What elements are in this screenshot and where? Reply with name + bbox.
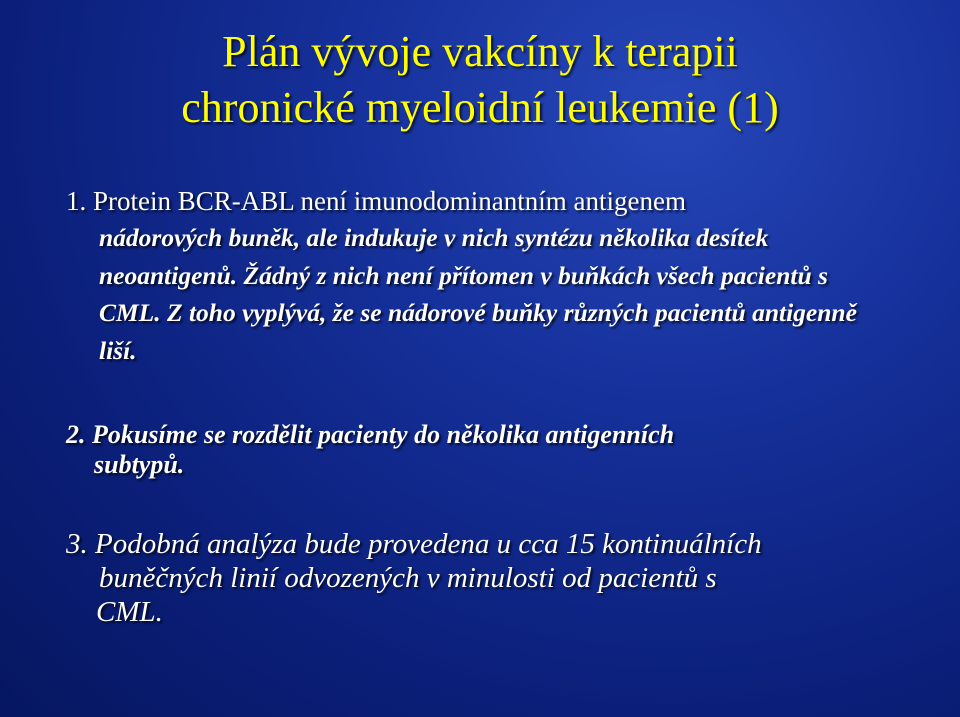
point-3-line-1: 3. Podobná analýza bude provedena u cca 15 kontinuálních [66,528,762,560]
point-3-line-3: CML. [96,596,163,628]
title-line-1: Plán vývoje vakcíny k terapii [222,27,738,76]
point-2 [66,420,886,480]
slide-title [60,24,900,136]
point-1-line-1: 1. Protein BCR-ABL není imunodominantním antigenem [66,186,686,216]
point-2-line-1: 2. Pokusíme se rozdělit pacienty do několika antigenních [66,420,675,449]
title-line-2: chronické myeloidní leukemie (1) [181,83,779,132]
point-3-line-2: buněčných linií odvozených v minulosti od pacientů s [99,562,717,594]
point-1-body: nádorových buněk, ale indukuje v nich syntézu několika desítek neoantigenů. Žádný z nich není přítomen v buňkách všech pacientů s CML. Z toho vyplývá, že se nádorové buňky různých pacientů antigenně liší. [99,223,857,365]
point-3 [66,527,896,629]
point-1 [66,183,866,369]
point-2-line-2: subtypů. [94,450,185,479]
